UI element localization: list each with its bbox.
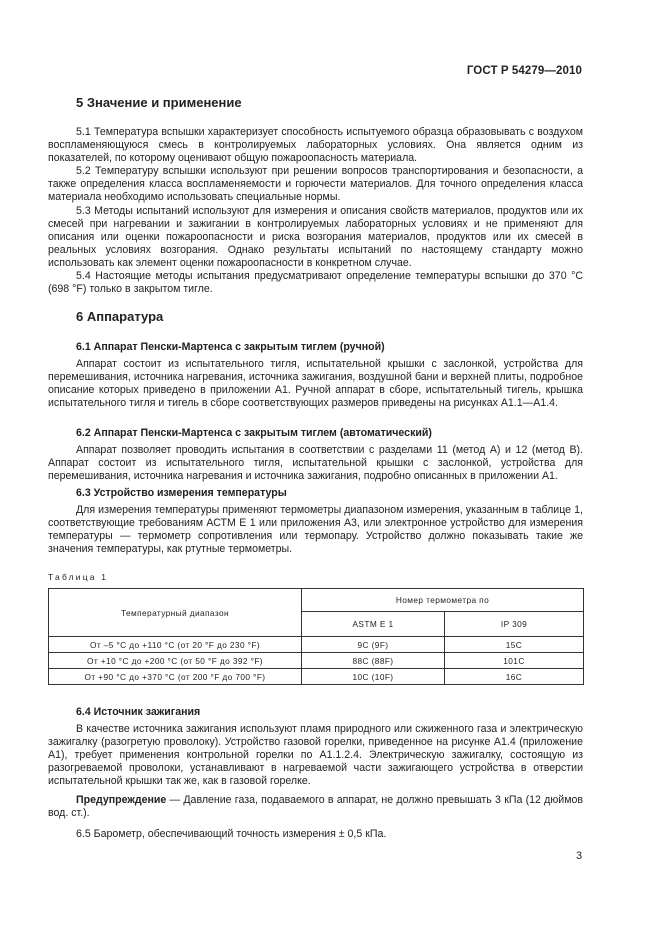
subsection-6-1-body: [48, 358, 583, 410]
subsection-6-3-body: [48, 504, 583, 556]
table-cell-ip: 16C: [445, 669, 584, 685]
page-number: 3: [576, 850, 582, 862]
section-5-heading: 5 Значение и применение: [76, 95, 242, 110]
subsection-6-4-body: [48, 723, 583, 788]
table-header-range: Температурный диапазон: [49, 589, 302, 637]
table-cell-range: От –5 °C до +110 °C (от 20 °F до 230 °F): [49, 637, 302, 653]
table-cell-ip: 15C: [445, 637, 584, 653]
section-5-body: [48, 126, 583, 296]
paragraph-5-4: 5.4 Настоящие методы испытания предусматривают определение температуры вспышки до 370 °C (698 °F) только в закрытом тигле.: [48, 270, 583, 296]
paragraph-6-1: Аппарат состоит из испытательного тигля, испытательной крышки с заслонкой, устройства для перемешивания, источника нагревания, источника зажигания, воздушной бани и верхней плиты, подробное описание которых приведено в приложении А1. Ручной аппарат в сборе, испытательный тигель, крышка испытательного тигля и тигель в сборе соответствующих размеров приведены на рисунках А1.1—А1.4.: [48, 358, 583, 410]
table-row: [49, 669, 584, 685]
table-cell-ip: 101C: [445, 653, 584, 669]
paragraph-6-4: В качестве источника зажигания используют пламя природного или сжиженного газа и электрическую зажигалку (разогретую проволоку). Устройство газовой горелки, приведенное на рисунке А1.4 (приложение А1), требует применения контрольной горелки по А1.1.2.4. Электрическую зажигалку, состоящую из разогреваемой проволоки, устанавливают в нагреваемой части зажигающего устройства в отверстии испытательной крышки так же, как в газовой горелке.: [48, 723, 583, 788]
paragraph-6-2: Аппарат позволяет проводить испытания в соответствии с разделами 11 (метод А) и 12 (метод В). Аппарат состоит из испытательного тигля, испытательной крышки с заслонкой, устройства для перемешивания, источника нагревания и источника зажигания, подробно описанных в приложении А1.: [48, 444, 583, 483]
table-header-number: Номер термометра по: [302, 589, 584, 612]
table-cell-astm: 10C (10F): [302, 669, 445, 685]
document-id: ГОСТ Р 54279—2010: [466, 65, 582, 77]
paragraph-5-1: 5.1 Температура вспышки характеризует способность испытуемого образца образовывать с воздухом воспламеняющуюся смесь в контролируемых лабораторных условиях. Она является одним из показателей, по которому оценивают общую пожароопасность материала.: [48, 126, 583, 165]
paragraph-5-3: 5.3 Методы испытаний используют для измерения и описания свойств материалов, продуктов или их смесей при нагревании и зажигании в контролируемых лабораторных условиях и не применяют для описания или оценки пожароопасности и риска возгорания материалов, продуктов или их смесей в реальных условиях возгорания. Однако результаты испытаний по настоящему стандарту можно использовать как элемент оценки пожароопасности в конкретном случае.: [48, 204, 583, 269]
paragraph-6-3: Для измерения температуры применяют термометры диапазоном измерения, указанным в таблице 1, соответствующие требованиям АСТМ Е 1 или приложения А3, или электронное устройство для измерения температуры — термометр сопротивления или термопару. Устройство должно показывать такие же значения температуры, как ртутные термометры.: [48, 504, 583, 556]
paragraph-5-2: 5.2 Температуру вспышки используют при решении вопросов транспортирования и безопасности, а также определения класса воспламеняемости и горючести материалов. Для точного определения класса материала необходимо использовать специальные нормы.: [48, 165, 583, 204]
subsection-6-4-heading: 6.4 Источник зажигания: [76, 706, 201, 718]
warning-note: [48, 794, 583, 820]
section-6-heading: 6 Аппаратура: [76, 309, 164, 324]
subsection-6-2-body: [48, 444, 583, 483]
table-cell-range: От +10 °C до +200 °C (от 50 °F до 392 °F): [49, 653, 302, 669]
subsection-6-5-body: [48, 828, 583, 841]
thermometer-table: [48, 588, 584, 685]
table-row: [49, 637, 584, 653]
warning-label: Предупреждение: [76, 794, 167, 806]
table-caption: Таблица 1: [48, 572, 109, 582]
subsection-6-1-heading: 6.1 Аппарат Пенски-Мартенса с закрытым тиглем (ручной): [76, 341, 385, 353]
table-cell-astm: 9C (9F): [302, 637, 445, 653]
table-header-astm: ASTM E 1: [302, 612, 445, 637]
subsection-6-3-heading: 6.3 Устройство измерения температуры: [76, 487, 287, 499]
table-cell-range: От +90 °C до +370 °C (от 200 °F до 700 °F): [49, 669, 302, 685]
warning-text: — Давление газа, подаваемого в аппарат, не должно превышать 3 кПа (12 дюймов вод. ст.).: [48, 794, 583, 820]
table-header-ip: IP 309: [445, 612, 584, 637]
table-cell-astm: 88C (88F): [302, 653, 445, 669]
subsection-6-2-heading: 6.2 Аппарат Пенски-Мартенса с закрытым тиглем (автоматический): [76, 427, 432, 439]
table-row: [49, 653, 584, 669]
paragraph-6-5: 6.5 Барометр, обеспечивающий точность измерения ± 0,5 кПа.: [76, 828, 387, 840]
